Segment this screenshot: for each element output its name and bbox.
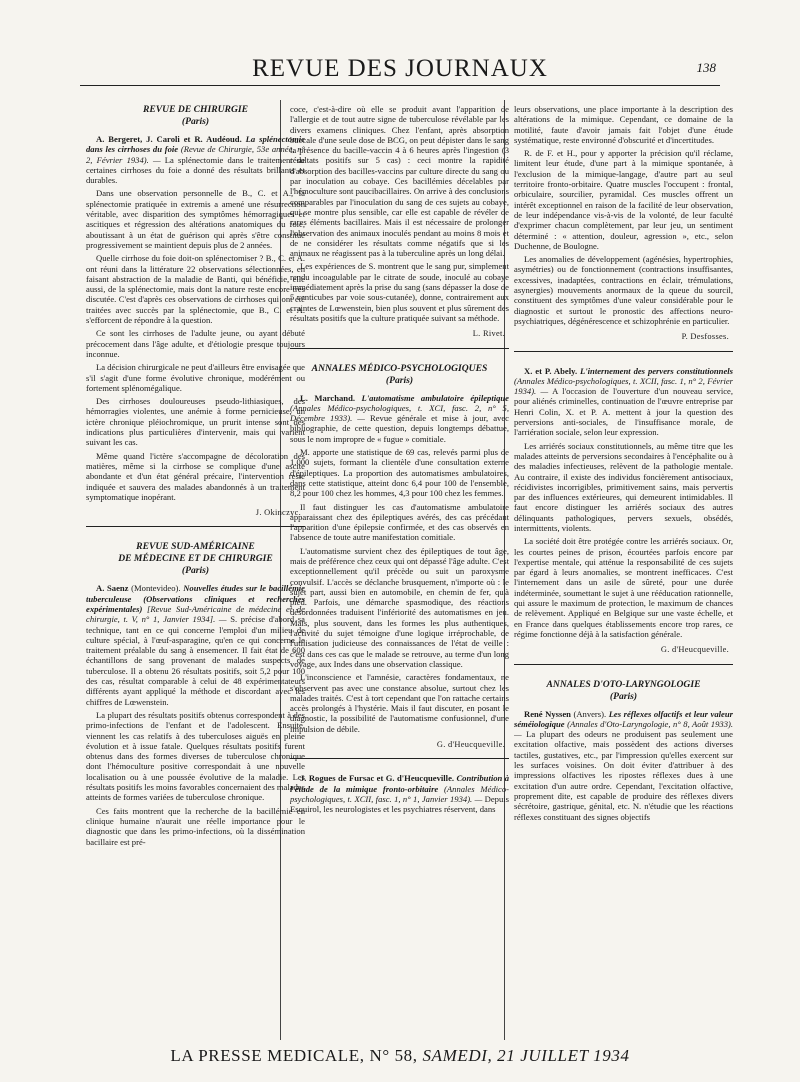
section-title: REVUE SUD-AMÉRICAINE bbox=[136, 541, 255, 553]
section-heading-medico-psychologiques bbox=[290, 363, 509, 387]
article-lead: La plupart des odeurs ne produisent pas seulement une excitation olfactive, mais possèdent des actions diverses tactiles, gustatives, etc., par l'impression qu'elles exercent sur les surfaces voisines. On doit éviter d'attribuer à des impressions olfactives les ripostes réflexes dues à une excitation d'un autre ordre. Cependant, l'excitation olfactive, proprement dite, est capable de produire des réflexes divers sécrétoire, gastrique, génital, etc. N. n'étudie que les réactions réflexes constituant des signes objectifs bbox=[514, 729, 733, 822]
page-number: 138 bbox=[696, 60, 716, 75]
section-divider bbox=[514, 351, 733, 352]
column-3 bbox=[514, 104, 733, 1042]
article-authors: A. Saenz bbox=[96, 583, 129, 594]
paragraph: Quelle cirrhose du foie doit-on splénectomiser ? B., C. et A. ont réuni dans la littérature 22 observations sélectionnées, en faisant abstraction de la maladie de Banti, qui bénéficie, elle aussi, de la splénectomie, mais dont la nature reste encore très discutée. C'est d'après ces observations de cirrhoses qui ont été traitées avec succès par la splénectomie, que B., C. et A. s'efforcent de répondre à la question. bbox=[86, 253, 305, 326]
article-title: Nouvelles études sur le bacillémie tuberculeuse (Observations cliniques et recherches expérimentales) bbox=[86, 583, 305, 614]
section-heading-chirurgie bbox=[86, 104, 305, 128]
article-signature: P. Desfosses. bbox=[681, 332, 729, 342]
paragraph: Ce sont les cirrhoses de l'adulte jeune, ou ayant débuté précocement dans l'âge adulte, et d'étiologie presque toujours inconnue. bbox=[86, 328, 305, 359]
footer-journal: LA PRESSE MEDICALE, N° 58, bbox=[170, 1046, 418, 1065]
article-source: [Revue Sud-Américaine de médecine et de chirurgie, t. V, n° 1, Janvier 1934]. — bbox=[86, 603, 305, 625]
paragraph: Les expériences de S. montrent que le sang pur, simplement rendu incoagulable par le citrate de soude, inoculé au cobaye immédiatement après la prise du sang (sans dépasser la dose de 5 centicubes par voie sous-cutanée), donne, contrairement aux craintes de Lœwenstein, bien plus souvent et plus sûrement des résultats positifs que la culture pratiquée suivant sa méthode. bbox=[290, 261, 509, 323]
section-title: ANNALES MÉDICO-PSYCHOLOGIQUES bbox=[311, 362, 488, 374]
article-lead: S. précise d'abord sa technique, tant en ce qui concerne l'emploi d'un milieu de culture spécial, à l'œuf-asparagine, qu'en ce qui concerne le traitement préalable du sang à ensemencer. Il fait état de 600 échantillons de sang provenant de malades suspects de tuberculose. Il a obtenu 26 résultats positifs, soit 5,2 pour 100 des cas, résultat comparable à celui de 48 expérimentateurs différents ayant appliqué la méthode et discordant avec les chiffres de Lœwenstein. bbox=[86, 614, 305, 707]
article-signature: G. d'Heucqueville. bbox=[660, 645, 729, 655]
article-signature: G. d'Heucqueville. bbox=[436, 740, 505, 750]
article-authors: René Nyssen bbox=[524, 708, 571, 719]
section-title: ANNALES D'OTO-LARYNGOLOGIE bbox=[546, 678, 701, 690]
paragraph: L'automatisme survient chez des épileptiques de tout âge, mais de préférence chez ceux qui ont dépassé l'âge adulte. C'est exceptionnellement qu'il précède ou suit un paroxysme convulsif. L'accès se déclanche brusquement, n'importe où : le sujet part, aussi bien en automobile, en chemin de fer, qu'à pied. Parfois, une démarche spasmodique, des réactions désordonnées traduisent l'infériorité des automatismes en jeu. Mais, plus souvent, dans les formes les plus authentiques, l'activité du sujet témoigne d'une logique irréprochable, de l'utilisation judicieuse des connaissances de l'état de veille : c'est dans ces cas que le malade se retrouve, au terme d'un long voyage, aux Indes dans une observation classique. bbox=[290, 545, 509, 669]
section-title-line-2: DE MÉDECINE ET DE CHIRURGIE bbox=[118, 553, 273, 565]
article-citation bbox=[514, 366, 733, 438]
paragraph: La plupart des résultats positifs obtenus correspondent à des primo-infections de l'enfant et de l'adolescent. Ensuite, viennent les cas relatifs à des tuberculoses aiguës en pleine évolution et à issue fatale. Quelques résultats positifs furent obtenus dans des formes diverses de tuberculose chronique dont l'hémoculture positive correspondait à une nouvelle localisation ou à une poussée évolutive de la maladie. Les résultats positifs les moins favorables concernaient des malades atteints de formes variées de tuberculose chronique. bbox=[86, 709, 305, 803]
article-source: (Annales d'Oto-Laryngologie, n° 8, Août 1933). — bbox=[514, 718, 733, 740]
paragraph: La société doit être protégée contre les arriérés sociaux. Or, les courtes peines de prison, écourtées parfois encore par l'expertise mentale, qui atténue la responsabilité de ces sujets par égard à leurs anomalies, se montrent inefficaces. C'est l'internement dans un asile de sûreté, pour une durée indéterminée, soumettant le sujet à une rééducation rationnelle, qui assure le maximum de protection, le maximum de chances de relèvement. Appliqué en Belgique sur une vaste échelle, et en France dans quelques établissements encore trop rares, ce régime fonctionne déjà à la satisfaction générale. bbox=[514, 536, 733, 639]
paragraph: La décision chirurgicale ne peut d'ailleurs être envisagée que s'il s'agit d'une forme évolutive chronique, modérément ou fortement splénomégalique. bbox=[86, 362, 305, 393]
column-1 bbox=[86, 104, 305, 1042]
article-title: Les réflexes olfactifs et leur valeur séméiologique bbox=[514, 708, 733, 729]
paragraph: Des cirrhoses douloureuses pseudo-lithiasiques, des hémorragies violentes, une anémie à forme pernicieuse, un ictère chronique pléiochromique, un prurit intense sont des indications plus particulières d'intervenir, mais qui varient suivant les cas. bbox=[86, 396, 305, 448]
paragraph: coce, c'est-à-dire où elle se produit avant l'apparition de l'allergie et de tout autre signe de tuberculose révélable par les divers examens cliniques. Chez l'enfant, après absorption buccale d'une seule dose de BCG, on peut dépister dans le sang la présence du bacille-vaccin 4 à 6 heures après l'ingestion (3 résultats positifs sur 5 cas) : ceci montre la rapidité d'absorption des bacilles-vaccins par culture directe du sang ou par inoculation au cobaye. Ces bacillémies décelables par l'hémoculture sont paucibacillaires. On arrive à des conclusions comparables par l'inoculation du sang de ces sujets au cobaye, qui se montre plus sensible, car elle est capable de révéler de rares éléments bacillaires. Mais il est nécessaire de prolonger l'observation des animaux inoculés pendant au moins 8 mois et de ne considérer les résultats comme négatifs que si les animaux ne réagissent pas à la tuberculine après un long délai. bbox=[290, 104, 509, 259]
page-header bbox=[80, 55, 720, 86]
section-heading-oto-laryngologie bbox=[514, 679, 733, 703]
section-divider bbox=[290, 758, 509, 759]
section-divider bbox=[514, 664, 733, 665]
article-lead: La splénectomie dans le traitement de certaines cirrhoses du foie a donné des résultats brillants et durables. bbox=[86, 154, 305, 186]
article-authors: A. Bergeret, J. Caroli et R. Audéoud. bbox=[96, 134, 242, 144]
section-subtitle: (Paris) bbox=[181, 565, 210, 577]
page-footer bbox=[80, 1046, 720, 1066]
paragraph: L'inconscience et l'amnésie, caractères fondamentaux, ne s'observent pas avec une constance absolue, surtout chez les malades traités. C'est à tort cependant que l'on rattache certains accès prolongés à l'hystérie. Mais il faut discuter, en posant le diagnostic, la possibilité de l'automatisme confusionnel, d'une impulsion de débile. bbox=[290, 672, 509, 734]
article-citation bbox=[290, 773, 509, 814]
article-title: L'automatisme ambulatoire épileptique bbox=[361, 392, 509, 403]
paragraph: Dans une observation personnelle de B., C. et A., la splénectomie pratiquée in extremis a amené une résurrection véritable, avec disparition des symptômes hémorragiques et ascitiques et régression des altérations anatomiques du foie, aboutissant à un état de guérison qui après s'être constitué progressivement se maintient depuis plus de 2 années. bbox=[86, 188, 305, 250]
article-authors: L. Marchand. bbox=[300, 392, 355, 403]
article-place: (Anvers). bbox=[573, 708, 607, 719]
article-lead: Depuis Esquirol, les neurologistes et les psychiatres réservent, dans bbox=[290, 793, 509, 815]
paragraph: M. apporte une statistique de 69 cas, relevés parmi plus de 1.000 sujets, formant la clientèle d'une consultation externe d'épileptiques. La proportion des automatismes ambulatoires, dans cette statistique, atteint donc 6,4 pour 100 de l'ensemble, 8,2 pour 100 chez les hommes, 4,3 pour 100 chez les femmes. bbox=[290, 447, 509, 499]
article-source: (Annales Médico-psychologiques, t. XCII, fasc. 1, n° 1, Janvier 1934). — bbox=[290, 783, 509, 804]
article-citation bbox=[290, 393, 509, 444]
article-citation bbox=[514, 709, 733, 822]
article-signature: J. Okinczyc. bbox=[255, 508, 301, 518]
section-heading-sud-americaine bbox=[86, 541, 305, 577]
article-place: (Montevideo). bbox=[131, 583, 181, 594]
paragraph: Ces faits montrent que la recherche de la bacillémie en clinique humaine n'aurait une réelle importance pour le diagnostic que dans les primo-infections, où la dissémination bacillaire est pré- bbox=[86, 805, 305, 847]
article-signature: L. Rivet. bbox=[472, 329, 505, 339]
article-title: L'internement des pervers constitutionnels bbox=[580, 365, 733, 376]
header-title: REVUE DES JOURNAUX bbox=[252, 55, 548, 82]
paragraph: Les arriérés sociaux constitutionnels, au même titre que les malades atteints de perversions secondaires à l'encéphalite ou à des maladies infectieuses, relèvent de la pathologie mentale. Au contraire, il existe des individus foncièrement antisociaux, récidivistes incorrigibles, primitivement sains, mais pervertis par des influences extérieures, qui demeurent intimidables. Il faut encore distinguer les arriérés sociaux des autres délinquants pathologiques, pervers sexuels, obsédés, intermittents, violents. bbox=[514, 440, 733, 533]
article-authors: X. et P. Abely. bbox=[524, 365, 578, 376]
article-title: Contribution à l'étude de la mimique fronto-orbitaire bbox=[290, 773, 509, 794]
paragraph: leurs observations, une place importante à la description des altérations de la mimique. Cependant, ce domaine de la motilité, faute d'avoir jamais fait l'objet d'une étude systématique, reste environné d'obscurité et d'incertitudes. bbox=[514, 104, 733, 145]
section-divider bbox=[290, 348, 509, 349]
article-source: (Annales Médico-psychologiques, t. XCI, fasc. 2, n° 5, Décembre 1933). — bbox=[290, 402, 509, 424]
article-lead: A l'occasion de l'ouverture d'un nouveau service, pour aliénés criminelles, continuation de l'œuvre entreprise par Henri Colin, X. et P. A. mettent à jour la question des perversions anti-sociales, de l'insuffisance morale, de l'arriération sociale, selon leur expression. bbox=[514, 386, 733, 438]
article-citation bbox=[86, 583, 305, 707]
article-lead: Revue générale et mise à jour, avec bibliographie, de cette question, depuis longtemps débattue, sous le nom impropre de « fugue » comitiale. bbox=[290, 413, 509, 444]
section-subtitle: (Paris) bbox=[609, 690, 638, 702]
paragraph: Même quand l'ictère s'accompagne de décoloration des matières, même si la cirrhose se complique d'une ascite abondante et d'un état général précaire, l'intervention reste indiquée et sauvera des malades abandonnés à un traitement symptomatique inopérant. bbox=[86, 450, 305, 502]
section-divider bbox=[86, 526, 305, 527]
section-title: REVUE DE CHIRURGIE bbox=[142, 104, 249, 115]
article-authors: J. Rogues de Fursac et G. d'Heucqueville. bbox=[300, 773, 455, 784]
paragraph: Il faut distinguer les cas d'automatisme ambulatoire apparaissant chez des épileptiques avérés, des cas précédant l'apparition d'une épilepsie confirmée, et des cas observés en l'absence de toute autre manifestation comitiale. bbox=[290, 501, 509, 543]
section-subtitle: (Paris) bbox=[181, 116, 210, 127]
column-2 bbox=[290, 104, 509, 1042]
paragraph: Les anomalies de développement (agénésies, hypertrophies, asymétries) ou de fonctionnement (contractions insuffisantes, excessives, inadaptées, contractions en éclair, trémulations, asynergies) mouvements anormaux de la queue du sourcil, constituent des symptômes d'une valeur considérable pour le diagnostic et surtout le pronostic des affections neuro-psychiatriques, dégénérescence et schizophrénie en particulier. bbox=[514, 254, 733, 326]
article-source: (Revue de Chirurgie, 53e année, n° 2, Février 1934). — bbox=[86, 144, 305, 165]
article-citation bbox=[86, 134, 305, 185]
article-title: La splénectomie dans les cirrhoses du foie bbox=[86, 134, 305, 155]
footer-date: SAMEDI, 21 JUILLET 1934 bbox=[422, 1046, 630, 1065]
paragraph: R. de F. et H., pour y apporter la précision qu'il réclame, limitent leur étude, d'une part à la mimique spontanée, à l'exclusion de la mimique-langage, d'autre part au seul territoire fronto-orbitaire. Quatre muscles l'occupent : frontal, orbiculaire, sourcilier, pyramidal. Ces muscles offrent un intérêt exceptionnel en raison de la facilité de leur observation, de leur indépendance vis-à-vis de la volonté, de leur faculté d'exprimer chacun complètement, par leur jeu, un sentiment déterminé : « attention, douleur, agression », etc., selon Duchenne, de Boulogne. bbox=[514, 148, 733, 251]
section-subtitle: (Paris) bbox=[385, 374, 414, 386]
article-source: (Annales Médico-psychologiques, t. XCII, fasc. 1, n° 2, Février 1934). — bbox=[514, 375, 733, 397]
